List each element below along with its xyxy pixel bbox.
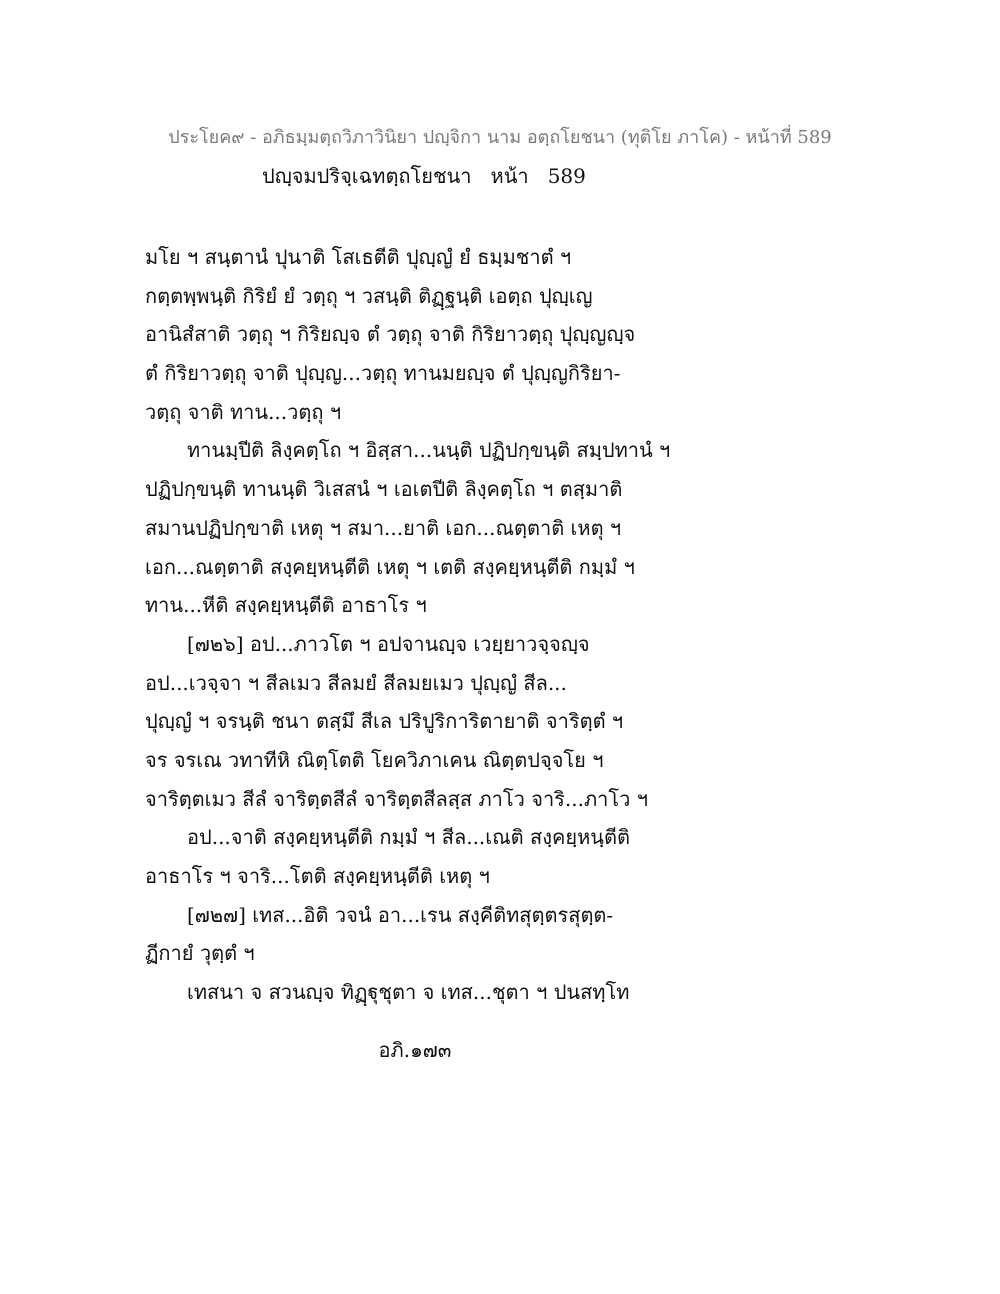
footer-reference-mark: อภิ.๑๗๓ (378, 1038, 452, 1062)
text-line: [๗๒๖] อป...ภาวโต ฯ อปจานญฺจ เวยฺยาวจฺจญฺจ (187, 631, 590, 656)
text-line: สมานปฏิปกฺขาติ เหตุ ฯ สมา...ยาติ เอก...ณตฺตาติ เหตุ ฯ (145, 515, 622, 540)
text-line: ตํ กิริยาวตฺถุ จาติ ปุญฺญ...วตฺถุ ทานมยญฺจ ตํ ปุญฺญกิริยา- (145, 361, 621, 386)
text-line: อป...จาติ สงฺคยฺหนฺตีติ กมฺมํ ฯ สีล...เณติ สงฺคยฺหนฺตีติ (187, 825, 630, 850)
text-line: เทสนา จ สวนญฺจ ทิฏฺฐุชุตา จ เทส...ชุตา ฯ ปนสทฺโท (187, 980, 630, 1005)
body-text (145, 238, 865, 1012)
page-heading: ปญฺจมปริจฺเฉทตฺถโยชนา หน้า 589 (262, 164, 586, 188)
text-line: วตฺถุ จาติ ทาน...วตฺถุ ฯ (145, 399, 342, 424)
text-line: ปฏิปกฺขนฺติ ทานนฺติ วิเสสนํ ฯ เอเตปีติ ลิงฺคตฺโถ ฯ ตสฺมาติ (145, 477, 623, 502)
running-header: ประโยค๙ - อภิธมฺมตฺถวิภาวินิยา ปญฺจิกา นาม อตฺถโยชนา (ทุติโย ภาโค) - หน้าที่ 589 (168, 127, 832, 148)
text-line: [๗๒๗] เทส...อิติ วจนํ อา...เรน สงฺคีติทสุตฺตรสุตฺต- (187, 902, 614, 927)
text-line: อาธาโร ฯ จาริ...โตติ สงฺคยฺหนฺตีติ เหตุ ฯ (145, 864, 490, 888)
text-line: ฏีกายํ วุตฺตํ ฯ (145, 941, 255, 966)
text-line: อานิสํสาติ วตฺถุ ฯ กิริยญฺจ ตํ วตฺถุ จาติ กิริยาวตฺถุ ปุญฺญญฺจ (145, 322, 636, 347)
text-line: จร จรเณ วทาทีหิ ณิตฺโตติ โยควิภาเคน ณิตฺตปจฺจโย ฯ (145, 747, 604, 772)
text-line: จาริตฺตเมว สีลํ จาริตฺตสีลํ จาริตฺตสีลสฺส ภาโว จาริ...ภาโว ฯ (145, 786, 648, 811)
text-line: ทาน...หีติ สงฺคยฺหนฺตีติ อาธาโร ฯ (145, 593, 427, 618)
text-line: มโย ฯ สนฺตานํ ปุนาติ โสเธตีติ ปุญฺญํ ยํ ธมฺมชาตํ ฯ (145, 245, 572, 269)
text-line: เอก...ณตฺตาติ สงฺคยฺหนฺตีติ เหตุ ฯ เตติ สงฺคยฺหนฺตีติ กมฺมํ ฯ (145, 554, 635, 579)
text-line: อป...เวจฺจา ฯ สีลเมว สีลมยํ สีลมยเมว ปุญฺญํ สีล... (145, 670, 567, 695)
text-line: ทานมฺปีติ ลิงฺคตฺโถ ฯ อิสฺสา...นนฺติ ปฏิปกฺขนฺติ สมฺปทานํ ฯ (187, 438, 671, 463)
text-line: ปุญฺญํ ฯ จรนฺติ ชนา ตสฺมึ สีเล ปริปูริการิตายาติ จาริตฺตํ ฯ (145, 709, 624, 734)
text-line: กตฺตพฺพนฺติ กิริยํ ยํ วตฺถุ ฯ วสนฺติ ติฏฺฐนฺติ เอตฺถ ปุญฺเญ (145, 283, 593, 308)
